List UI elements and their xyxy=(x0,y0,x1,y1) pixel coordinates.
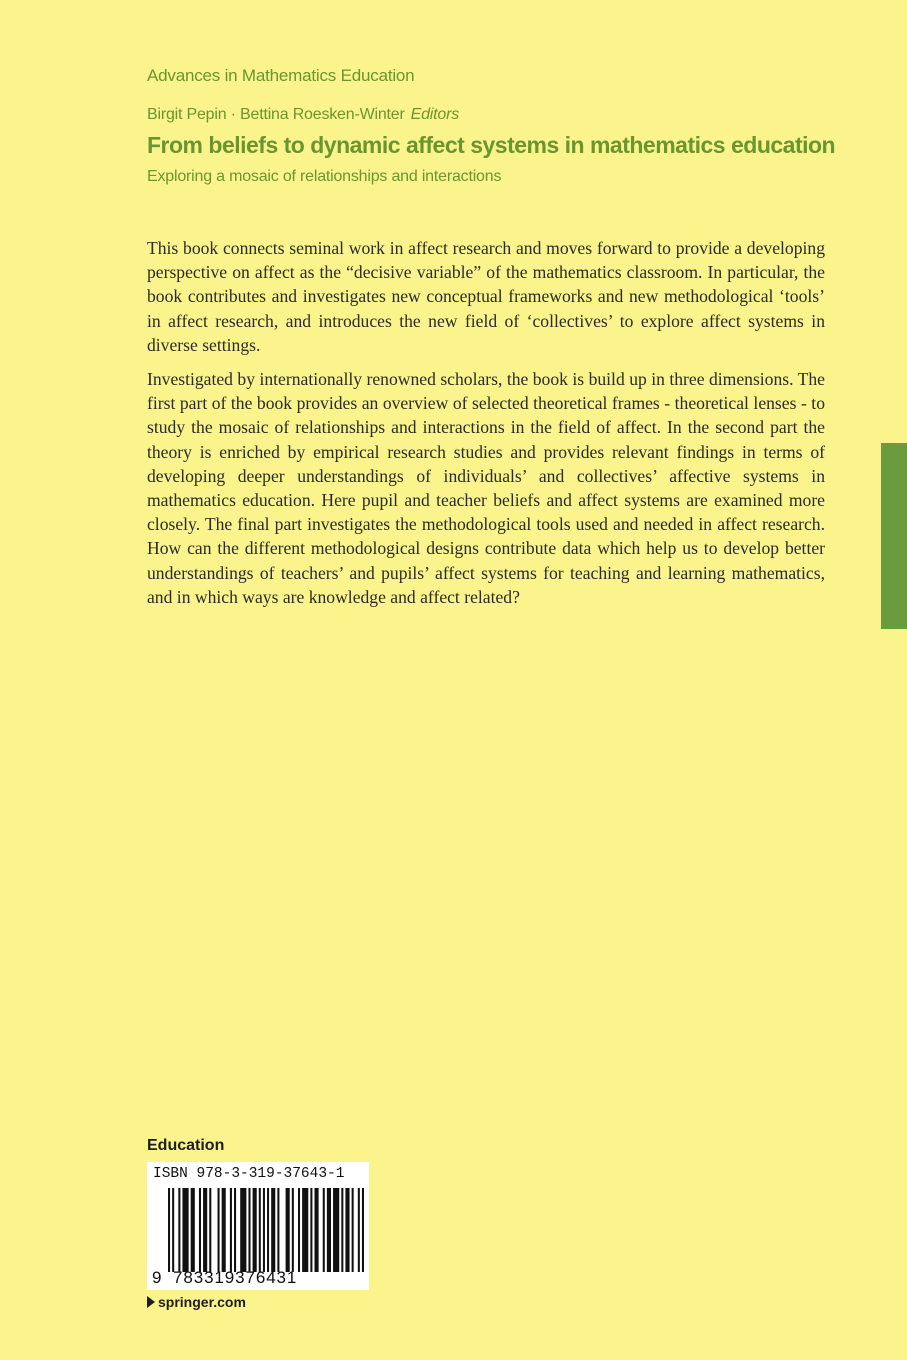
barcode-bar xyxy=(302,1188,308,1272)
barcode-bar xyxy=(352,1188,354,1272)
barcode-bar xyxy=(191,1188,195,1272)
barcode-bar xyxy=(323,1188,325,1272)
publisher-link[interactable] xyxy=(147,1294,246,1310)
blurb-paragraph: This book connects seminal work in affect research and moves forward to provide a developing perspective on affect as the “decisive variable” of the mathematics classroom. In particular, the book contributes and investigates new conceptual frameworks and new methodological ‘tools’ in affect research, and introduces the new field of ‘collectives’ to explore affect systems in diverse settings. xyxy=(147,238,825,355)
barcode-bar xyxy=(178,1188,180,1272)
book-subtitle: Exploring a mosaic of relationships and interactions xyxy=(147,168,502,185)
barcode-digits: 783319376431 xyxy=(173,1268,298,1287)
publisher-url: springer.com xyxy=(158,1294,246,1310)
barcode-bar xyxy=(234,1188,236,1272)
barcode-bar xyxy=(172,1188,174,1272)
series-title: Advances in Mathematics Education xyxy=(147,66,415,85)
barcode-bar xyxy=(333,1188,339,1272)
barcode-first-digit: 9 xyxy=(152,1268,162,1287)
barcode-bar xyxy=(182,1188,188,1272)
barcode-bar xyxy=(286,1188,290,1272)
book-title: From beliefs to dynamic affect systems in mathematics education xyxy=(147,132,836,158)
barcode-bar xyxy=(271,1188,275,1272)
barcode-bar xyxy=(209,1188,211,1272)
barcode-bar xyxy=(345,1188,349,1272)
barcode-bar xyxy=(222,1188,226,1272)
editors-role: Editors xyxy=(410,106,460,123)
barcode-bar xyxy=(292,1188,294,1272)
barcode-bar xyxy=(240,1188,246,1272)
barcode-bar xyxy=(314,1188,318,1272)
barcode-bar xyxy=(327,1188,331,1272)
barcode-bar xyxy=(341,1188,343,1272)
barcode-bar xyxy=(267,1188,269,1272)
barcode-bar xyxy=(253,1188,257,1272)
barcode-bar xyxy=(199,1188,201,1272)
barcode-bar xyxy=(168,1188,170,1272)
blurb-paragraph: Investigated by internationally renowned scholars, the book is build up in three dimensions. The first part of the book provides an overview of selected theoretical frames - theoretical lenses - to study the mosaic of relationships and interactions in the field of affect. In the second part the theory is enriched by empirical research studies and provides relevant findings in terms of developing deeper understandings of individuals’ and collectives’ affective systems in mathematics education. Here pupil and teacher beliefs and affect systems are examined more closely. The final part investigates the methodological tools used and needed in affect research. How can the different methodological designs contribute data which help us to develop better understandings of teachers’ and pupils’ affect systems for teaching and learning mathematics, and in which ways are knowledge and affect related? xyxy=(147,369,825,607)
barcode-bar xyxy=(263,1188,265,1272)
barcode-bar xyxy=(358,1188,360,1272)
subject-category: Education xyxy=(147,1137,225,1154)
barcode-bar xyxy=(248,1188,250,1272)
barcode-bar xyxy=(259,1188,261,1272)
barcode-bars xyxy=(168,1188,364,1272)
barcode-bar xyxy=(230,1188,232,1272)
barcode-bar xyxy=(362,1188,364,1272)
editor-names: Birgit Pepin · Bettina Roesken-Winter xyxy=(147,106,405,123)
barcode-bar xyxy=(298,1188,300,1272)
isbn-barcode xyxy=(147,1162,369,1290)
barcode-bar xyxy=(218,1188,220,1272)
barcode-bar xyxy=(310,1188,312,1272)
blurb-text xyxy=(147,236,825,619)
editors-line xyxy=(147,106,459,124)
barcode-bar xyxy=(203,1188,207,1272)
barcode-bar xyxy=(277,1188,279,1272)
isbn-label: ISBN 978-3-319-37643-1 xyxy=(153,1166,345,1182)
spine-color-tab xyxy=(881,443,907,629)
arrow-right-icon xyxy=(147,1296,155,1308)
